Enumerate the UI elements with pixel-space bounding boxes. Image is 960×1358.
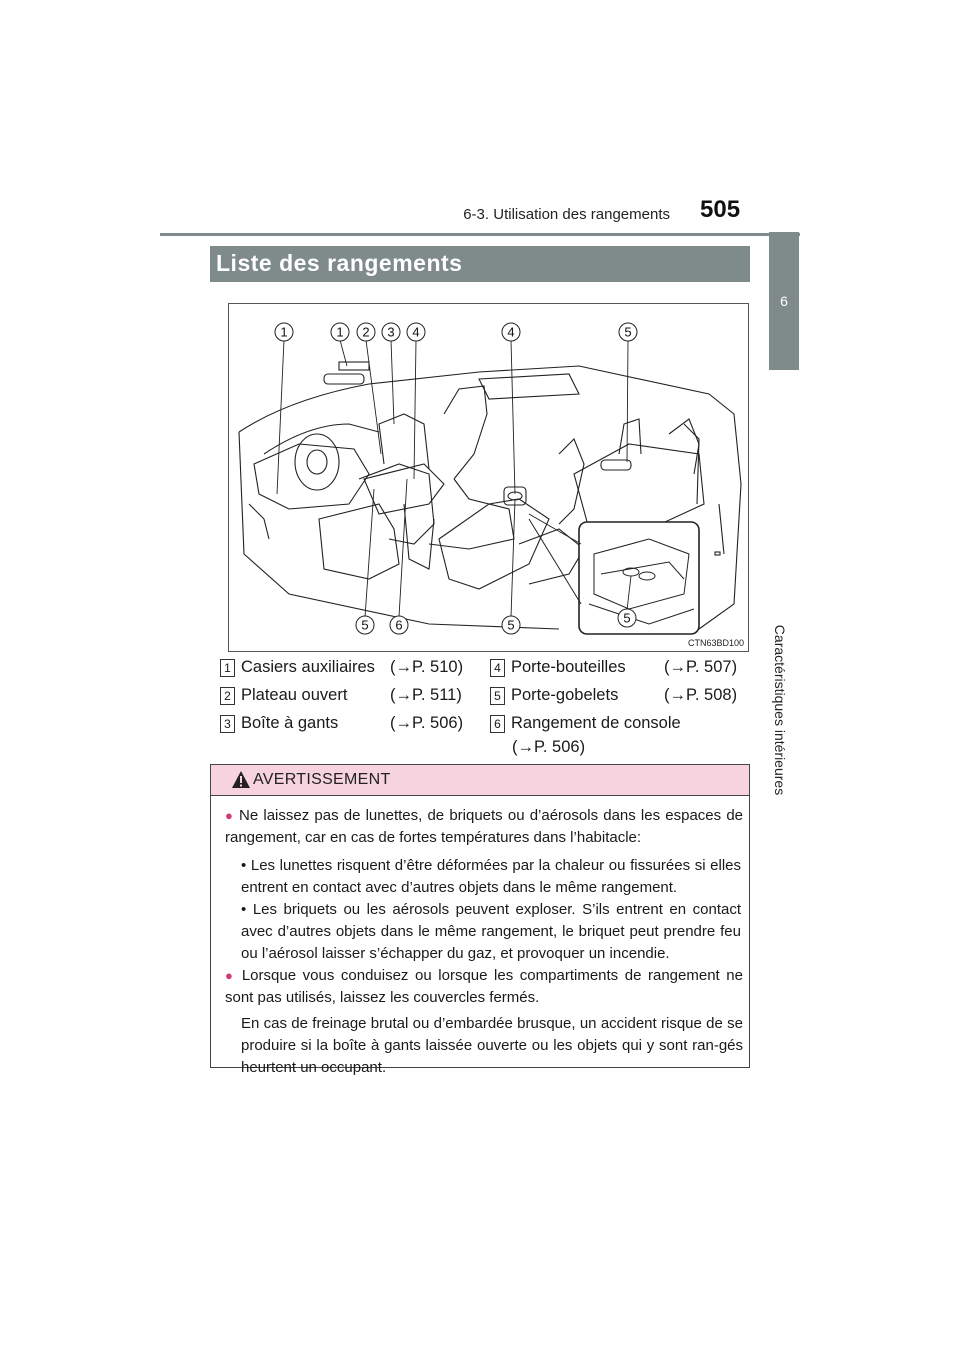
legend-item-3 bbox=[220, 714, 338, 733]
chapter-tab bbox=[769, 232, 799, 370]
interior-storage-illustration bbox=[228, 303, 749, 652]
legend-item-2 bbox=[220, 686, 347, 705]
warning-paragraph: En cas de freinage brutal ou d’embardée brusque, un accident risque de se produire si la boîte à gants laissée ouverte ou les objets qui y sont ran-gés heurtent un occupant. bbox=[241, 1015, 743, 1076]
legend-number: 3 bbox=[220, 715, 235, 733]
callout-label: 2 bbox=[362, 324, 370, 340]
callout-label: 3 bbox=[387, 324, 395, 340]
callout-label: 1 bbox=[280, 324, 288, 340]
header-section-title: 6-3. Utilisation des rangements bbox=[463, 206, 670, 223]
callout-label: 5 bbox=[623, 610, 631, 626]
callout-label: 4 bbox=[412, 324, 420, 340]
legend-number: 2 bbox=[220, 687, 235, 705]
warning-sub-1: • Les lunettes risquent d’être déformées par la chaleur ou fissurées si elles entrent en contact avec d’autres objets dans le même rangement. bbox=[241, 857, 741, 896]
legend-ref-5: (→P. 508) bbox=[664, 686, 738, 704]
warning-triangle-icon bbox=[231, 770, 251, 789]
figure-code: CTN63BD100 bbox=[687, 638, 744, 648]
callout-label: 1 bbox=[336, 324, 344, 340]
callout-label: 6 bbox=[395, 617, 403, 633]
legend-ref-6: (→P. 506) bbox=[512, 738, 586, 756]
warning-title: AVERTISSEMENT bbox=[253, 771, 391, 788]
bullet-dot-icon: ● bbox=[225, 968, 236, 983]
legend-number: 1 bbox=[220, 659, 235, 677]
legend-ref-3: (→P. 506) bbox=[390, 714, 464, 732]
legend-label: Boîte à gants bbox=[241, 714, 339, 732]
callout-label: 5 bbox=[624, 324, 632, 340]
sub-bullet-icon: • bbox=[241, 901, 247, 918]
legend-label: Porte-gobelets bbox=[511, 686, 619, 704]
legend-label: Rangement de console bbox=[511, 714, 681, 732]
legend-number: 4 bbox=[490, 659, 505, 677]
legend-item-1 bbox=[220, 658, 375, 677]
page-number: 505 bbox=[700, 196, 741, 223]
legend-item-6 bbox=[490, 714, 681, 733]
legend-ref-2: (→P. 511) bbox=[390, 686, 462, 704]
section-title-bar bbox=[210, 246, 750, 282]
legend-ref-1: (→P. 510) bbox=[390, 658, 464, 676]
warning-box bbox=[210, 764, 750, 1076]
legend-label: Porte-bouteilles bbox=[511, 658, 626, 676]
sub-bullet-icon: • bbox=[241, 857, 247, 874]
warning-bullet-2: ● Lorsque vous conduisez ou lorsque les compartiments de rangement ne sont pas utilisés, laissez les couvercles fermés. bbox=[225, 967, 743, 1006]
legend-number: 6 bbox=[490, 715, 505, 733]
callout-label: 4 bbox=[507, 324, 515, 340]
legend-item-5 bbox=[490, 686, 618, 705]
warning-bullet-1: ● Ne laissez pas de lunettes, de briquets ou d’aérosols dans les espaces de rangement, car en cas de fortes températures dans l’habitacle: bbox=[225, 807, 743, 846]
warning-sub-2: • Les briquets ou les aérosols peuvent exploser. S’ils entrent en contact avec d’autres objets dans le même rangement, le briquet peut prendre feu ou l’aérosol laisser s’échapper du gaz, et provoquer un incendie. bbox=[241, 901, 741, 962]
section-title: Liste des rangements bbox=[216, 250, 463, 276]
legend-number: 5 bbox=[490, 687, 505, 705]
callout-label: 5 bbox=[361, 617, 369, 633]
chapter-label: Caractéristiques intérieures bbox=[772, 624, 788, 796]
warning-header bbox=[211, 765, 749, 796]
chapter-number: 6 bbox=[780, 293, 788, 309]
legend-item-4 bbox=[490, 658, 626, 677]
legend-label: Plateau ouvert bbox=[241, 686, 348, 704]
callout-label: 5 bbox=[507, 617, 515, 633]
vehicle-interior-drawing bbox=[229, 304, 750, 653]
legend-label: Casiers auxiliaires bbox=[241, 658, 375, 676]
bullet-dot-icon: ● bbox=[225, 808, 234, 823]
legend-ref-4: (→P. 507) bbox=[664, 658, 738, 676]
header-rule bbox=[160, 233, 800, 236]
